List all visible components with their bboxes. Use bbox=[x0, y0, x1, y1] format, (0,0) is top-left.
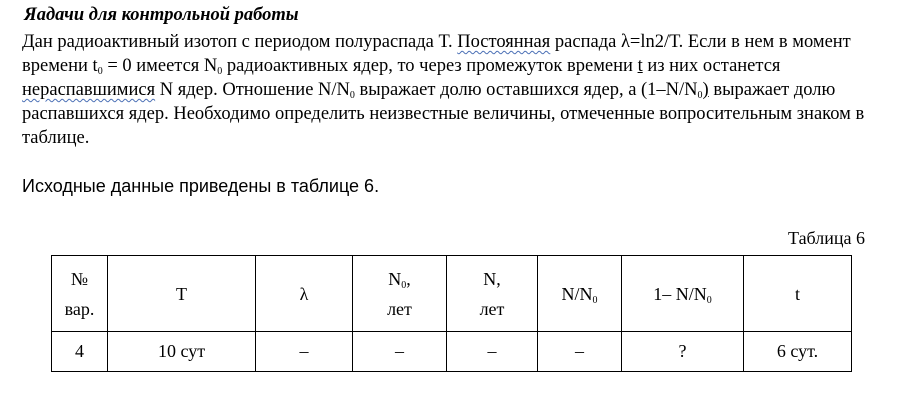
subscript: 0 bbox=[217, 66, 223, 77]
problem-statement bbox=[22, 30, 902, 150]
problem-text-underlined: ) bbox=[702, 80, 709, 100]
problem-text: Дан радиоактивный изотоп с периодом полураспада Т. bbox=[22, 32, 458, 52]
problem-text-underlined: Постоянная bbox=[457, 32, 551, 52]
cell-half-life: 10 сут bbox=[108, 332, 256, 372]
table-caption: Таблица 6 bbox=[788, 228, 865, 248]
cell-time: 6 сут. bbox=[744, 332, 852, 372]
intro-text: Исходные данные приведены в таблице 6. bbox=[22, 176, 380, 196]
header-n0: $N_0$, лет bbox=[353, 256, 447, 332]
subscript: 0 bbox=[349, 90, 355, 101]
section-heading: Яадачи для контрольной работы bbox=[24, 5, 299, 25]
table-header-row bbox=[52, 256, 852, 332]
cell-ratio: – bbox=[538, 332, 622, 372]
problem-text: радиоактивных ядер, то через промежуток времени bbox=[222, 56, 638, 76]
header-lambda: λ bbox=[256, 256, 353, 332]
table-row bbox=[52, 332, 852, 372]
cell-decayed: ? bbox=[622, 332, 744, 372]
cell-n0: – bbox=[353, 332, 447, 372]
subscript: 0 bbox=[697, 90, 703, 101]
problem-text: выражает долю оставшихся ядер, а (1–N/N bbox=[354, 80, 698, 100]
problem-text-underlined: t bbox=[637, 56, 643, 76]
header-time: t bbox=[744, 256, 852, 332]
header-ratio: $N/N_0$ bbox=[538, 256, 622, 332]
cell-lambda: – bbox=[256, 332, 353, 372]
problem-text: N ядер. Отношение N/N bbox=[155, 80, 350, 100]
problem-text-underlined: нераспавшимися bbox=[22, 80, 156, 100]
subscript: 0 bbox=[97, 66, 103, 77]
problem-text: распада λ=ln2/Т. Если в нем в момент времени t bbox=[22, 32, 851, 76]
problem-text: выражает долю распавшихся ядер. Необходимо определить неизвестные величины, отмеченные вопросительным знаком в таблице. bbox=[22, 80, 865, 148]
header-half-life: Т bbox=[108, 256, 256, 332]
problem-text: из них останется bbox=[642, 56, 781, 76]
cell-variant: 4 bbox=[52, 332, 108, 372]
header-variant: № вар. bbox=[52, 256, 108, 332]
problem-text: = 0 имеется N bbox=[102, 56, 218, 76]
header-n: N, лет bbox=[447, 256, 538, 332]
header-decayed: 1– $N/N_0$ bbox=[622, 256, 744, 332]
data-table bbox=[51, 255, 852, 372]
cell-n: – bbox=[447, 332, 538, 372]
